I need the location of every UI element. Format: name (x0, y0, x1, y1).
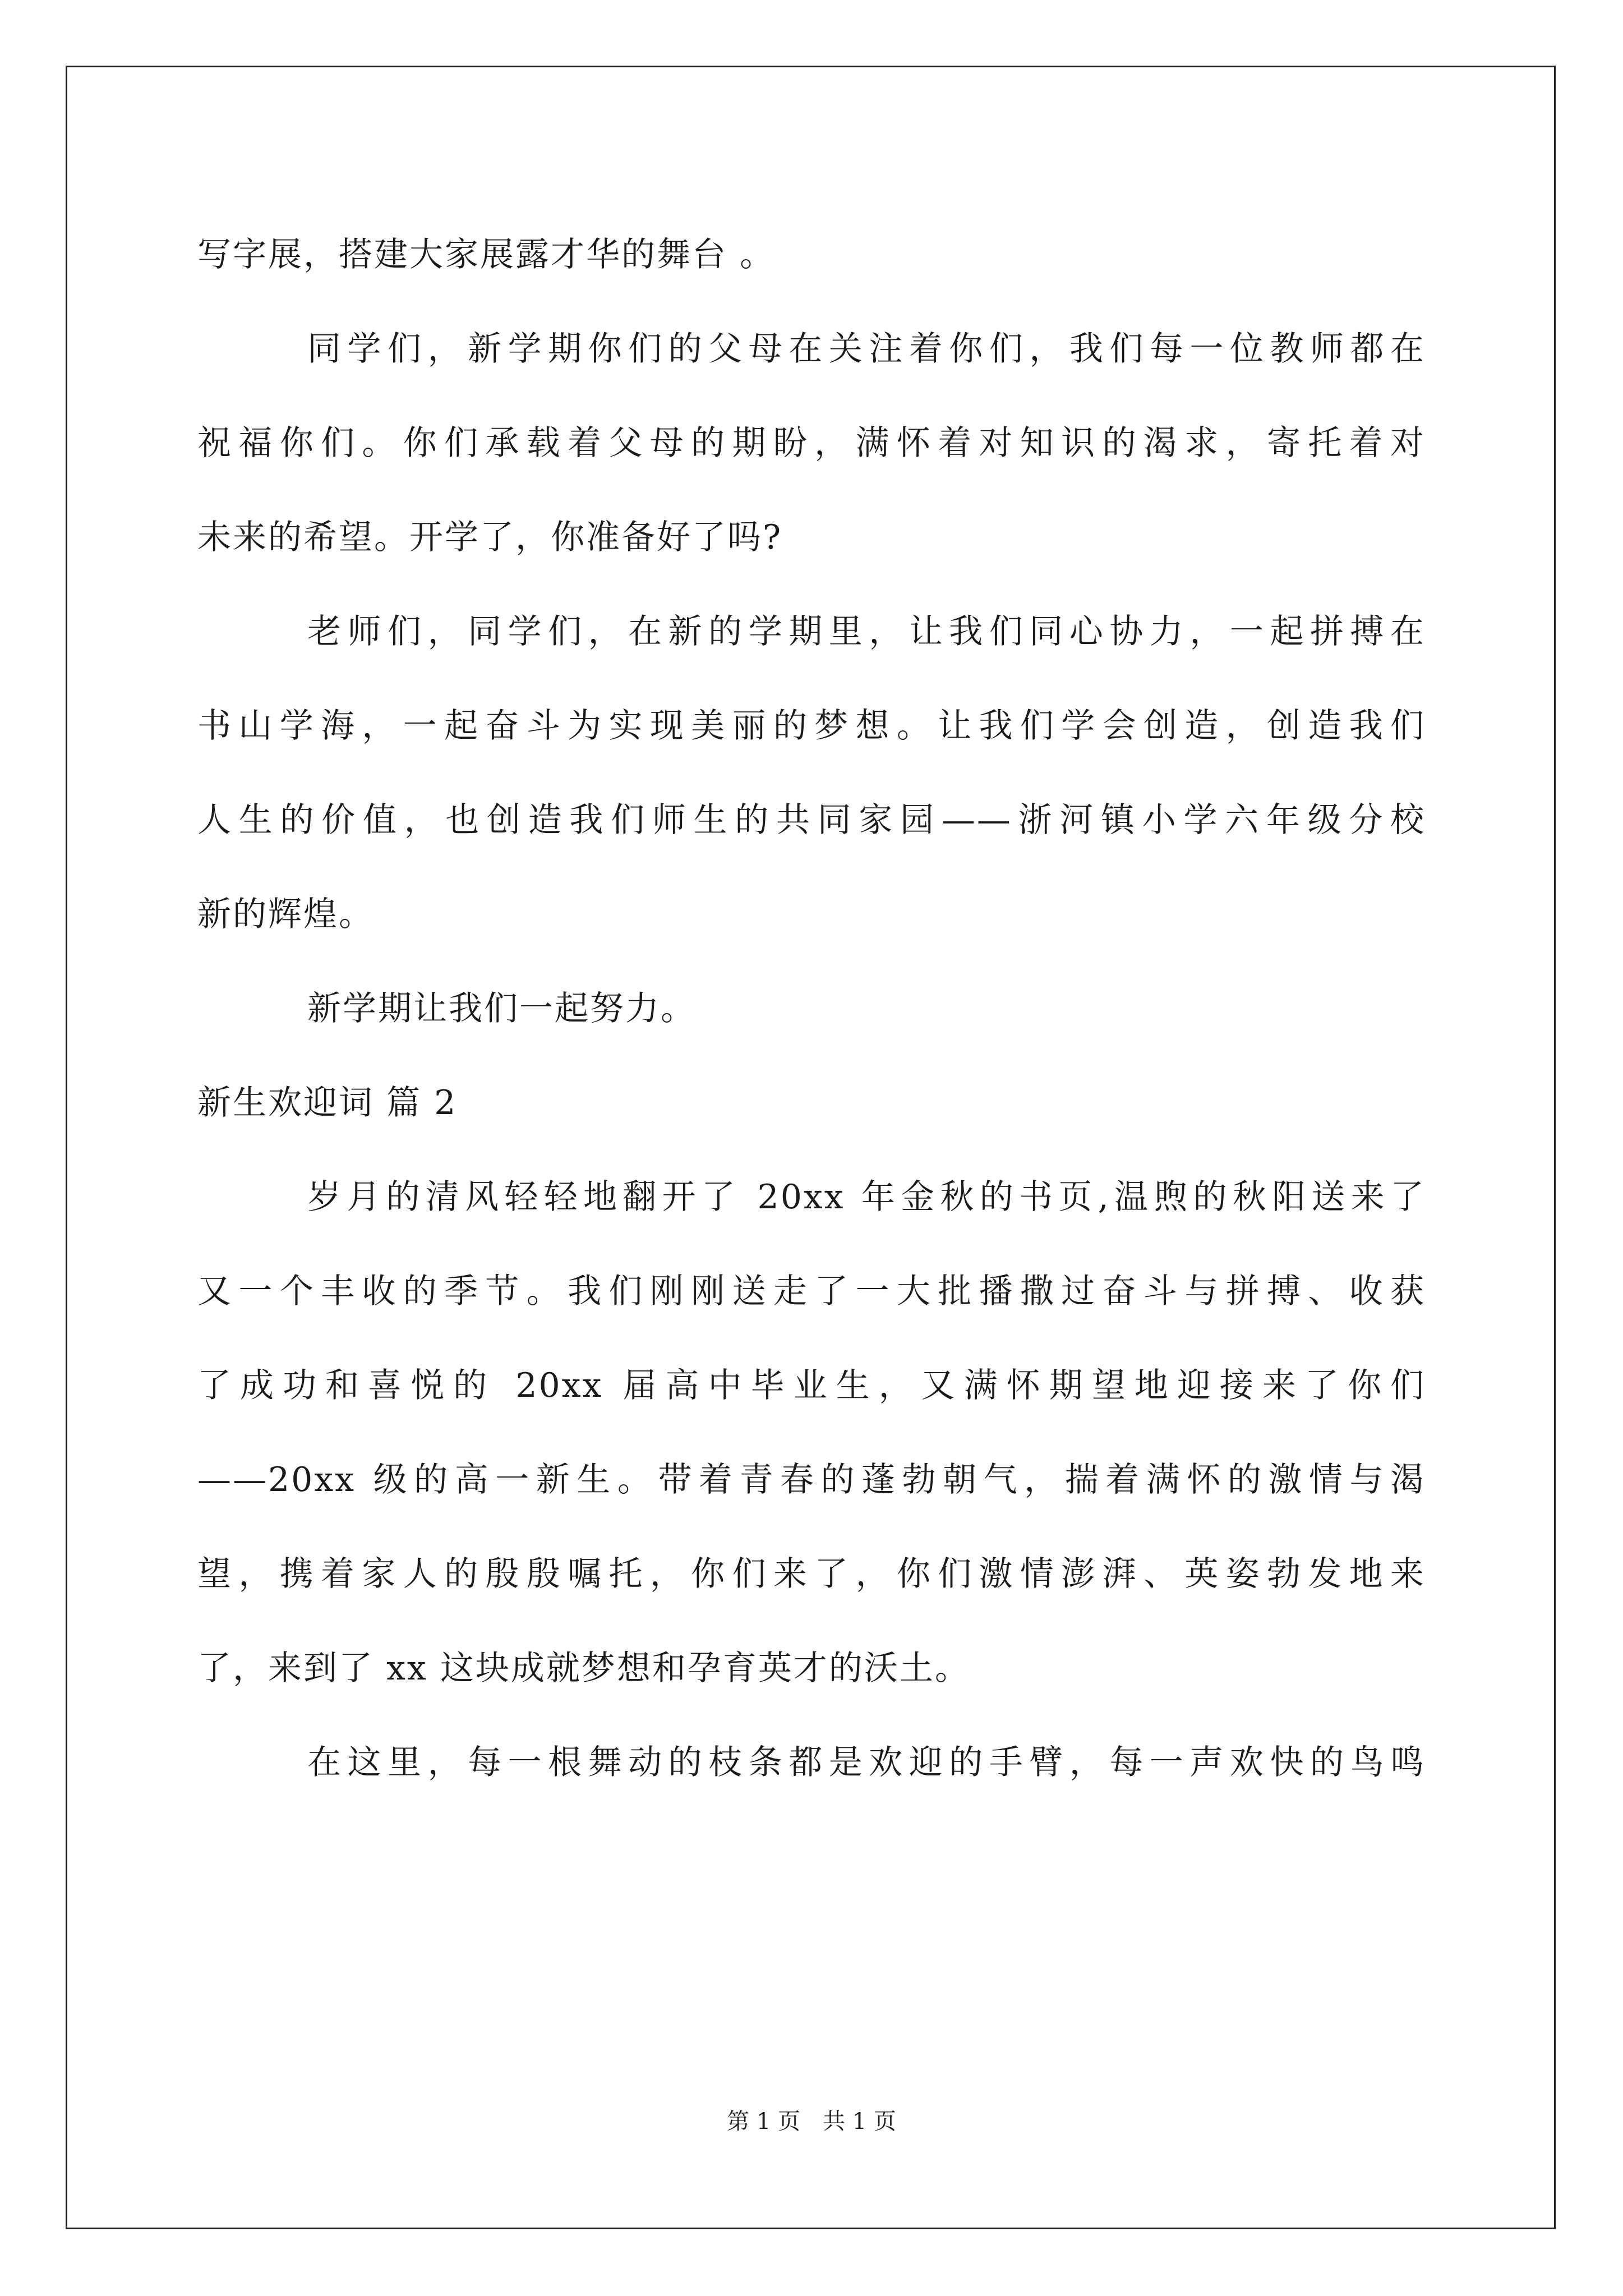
document-body (197, 208, 1426, 1810)
section-heading: 新生欢迎词 篇 2 (197, 1083, 458, 1122)
text-line: 写字展，搭建大家展露才华的舞台 。 (197, 235, 776, 274)
text-line: 未来的希望。开学了，你准备好了吗? (197, 518, 783, 557)
text-line: 老师们，同学们，在新的学期里，让我们同心协力，一起拼搏在 (307, 612, 1426, 651)
text-line: 了成功和喜悦的 20xx 届高中毕业生，又满怀期望地迎接来了你们 (197, 1366, 1426, 1405)
text-line: 岁月的清风轻轻地翻开了 20xx 年金秋的书页,温煦的秋阳送来了 (307, 1177, 1426, 1217)
text-line: 祝福你们。你们承载着父母的期盼，满怀着对知识的渴求，寄托着对 (197, 424, 1426, 463)
text-line: 新学期让我们一起努力。 (307, 989, 696, 1028)
page-total: 共 1 页 (823, 2109, 896, 2134)
text-line: 在这里，每一根舞动的枝条都是欢迎的手臂，每一声欢快的鸟鸣 (307, 1743, 1426, 1782)
text-line: 望，携着家人的殷殷嘱托，你们来了，你们激情澎湃、英姿勃发地来 (197, 1554, 1426, 1594)
page-footer (0, 2105, 1623, 2138)
text-line: ——20xx 级的高一新生。带着青春的蓬勃朝气，揣着满怀的激情与渴 (197, 1460, 1426, 1499)
text-line: 又一个丰收的季节。我们刚刚送走了一大批播撒过奋斗与拼搏、收获 (197, 1272, 1426, 1311)
text-line: 同学们，新学期你们的父母在关注着你们，我们每一位教师都在 (307, 329, 1426, 369)
text-line: 了，来到了 xx 这块成就梦想和孕育英才的沃土。 (197, 1649, 970, 1688)
text-line: 新的辉煌。 (197, 895, 374, 934)
text-line: 书山学海，一起奋斗为实现美丽的梦想。让我们学会创造，创造我们 (197, 706, 1426, 746)
page-number: 第 1 页 (727, 2109, 800, 2134)
text-line: 人生的价值，也创造我们师生的共同家园——浙河镇小学六年级分校 (197, 800, 1426, 840)
